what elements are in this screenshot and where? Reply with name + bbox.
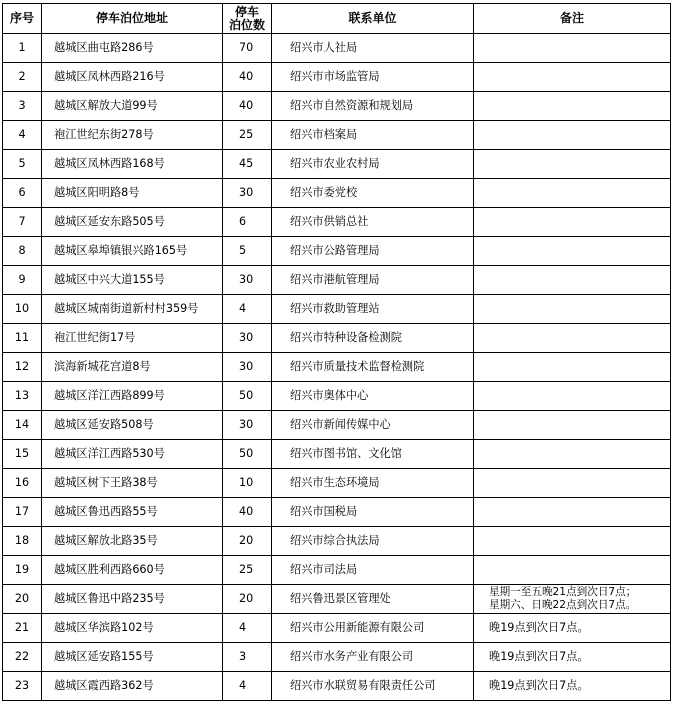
row-number-cell: 12	[3, 353, 42, 382]
parking-count-cell: 6	[223, 208, 272, 237]
note-cell	[474, 34, 671, 63]
contact-unit-cell: 绍兴市农业农村局	[272, 150, 474, 179]
address-cell: 袍江世纪街17号	[42, 324, 223, 353]
row-number-cell: 17	[3, 498, 42, 527]
address-cell: 越城区鲁迅中路235号	[42, 585, 223, 614]
note-line: 星期六、日晚22点到次日7点。	[489, 599, 637, 611]
note-line: 星期一至五晚21点到次日7点；	[489, 586, 637, 598]
contact-unit-cell: 绍兴市档案局	[272, 121, 474, 150]
contact-unit-cell: 绍兴市委党校	[272, 179, 474, 208]
address-cell: 越城区洋江西路530号	[42, 440, 223, 469]
table-row	[3, 121, 671, 150]
row-number-cell: 16	[3, 469, 42, 498]
table-row	[3, 92, 671, 121]
note-cell	[474, 353, 671, 382]
note-cell	[474, 295, 671, 324]
parking-count-cell: 30	[223, 179, 272, 208]
note-cell	[474, 92, 671, 121]
note-cell	[474, 498, 671, 527]
table-row	[3, 324, 671, 353]
row-number-cell: 8	[3, 237, 42, 266]
row-number-cell: 10	[3, 295, 42, 324]
table-row	[3, 266, 671, 295]
parking-count-cell: 30	[223, 353, 272, 382]
note-cell: 晚19点到次日7点。	[474, 614, 671, 643]
row-number-cell: 18	[3, 527, 42, 556]
parking-count-cell: 4	[223, 614, 272, 643]
header-no: 序号	[3, 4, 42, 34]
table-row	[3, 440, 671, 469]
table-body	[3, 34, 671, 701]
note-cell	[474, 237, 671, 266]
contact-unit-cell: 绍兴市图书馆、文化馆	[272, 440, 474, 469]
note-cell	[474, 179, 671, 208]
note-cell	[474, 469, 671, 498]
contact-unit-cell: 绍兴市市场监管局	[272, 63, 474, 92]
note-cell	[474, 527, 671, 556]
row-number-cell: 4	[3, 121, 42, 150]
note-cell	[474, 324, 671, 353]
parking-count-cell: 40	[223, 498, 272, 527]
contact-unit-cell: 绍兴市人社局	[272, 34, 474, 63]
header-count	[223, 4, 272, 34]
table-row	[3, 208, 671, 237]
parking-count-cell: 45	[223, 150, 272, 179]
parking-count-cell: 4	[223, 672, 272, 701]
header-note: 备注	[474, 4, 671, 34]
table-row	[3, 411, 671, 440]
contact-unit-cell: 绍兴鲁迅景区管理处	[272, 585, 474, 614]
address-cell: 越城区树下王路38号	[42, 469, 223, 498]
contact-unit-cell: 绍兴市特种设备检测院	[272, 324, 474, 353]
table-row	[3, 614, 671, 643]
contact-unit-cell: 绍兴市水务产业有限公司	[272, 643, 474, 672]
parking-count-cell: 4	[223, 295, 272, 324]
contact-unit-cell: 绍兴市港航管理局	[272, 266, 474, 295]
note-cell	[474, 208, 671, 237]
contact-unit-cell: 绍兴市公路管理局	[272, 237, 474, 266]
parking-count-cell: 10	[223, 469, 272, 498]
row-number-cell: 14	[3, 411, 42, 440]
address-cell: 越城区阳明路8号	[42, 179, 223, 208]
row-number-cell: 6	[3, 179, 42, 208]
parking-count-cell: 3	[223, 643, 272, 672]
parking-count-cell: 30	[223, 411, 272, 440]
parking-count-cell: 20	[223, 527, 272, 556]
row-number-cell: 23	[3, 672, 42, 701]
note-cell	[474, 411, 671, 440]
contact-unit-cell: 绍兴市自然资源和规划局	[272, 92, 474, 121]
address-cell: 越城区中兴大道155号	[42, 266, 223, 295]
table-row	[3, 672, 671, 701]
address-cell: 越城区凤林西路168号	[42, 150, 223, 179]
note-cell	[474, 150, 671, 179]
parking-count-cell: 40	[223, 63, 272, 92]
address-cell: 越城区延安东路505号	[42, 208, 223, 237]
contact-unit-cell: 绍兴市生态环境局	[272, 469, 474, 498]
note-cell	[474, 382, 671, 411]
header-count-line1: 停车	[234, 4, 259, 19]
contact-unit-cell: 绍兴市供销总社	[272, 208, 474, 237]
address-cell: 越城区延安路155号	[42, 643, 223, 672]
row-number-cell: 1	[3, 34, 42, 63]
parking-count-cell: 30	[223, 266, 272, 295]
contact-unit-cell: 绍兴市水联贸易有限责任公司	[272, 672, 474, 701]
address-cell: 越城区华滨路102号	[42, 614, 223, 643]
table-row	[3, 556, 671, 585]
address-cell: 越城区解放大道99号	[42, 92, 223, 121]
table-row	[3, 643, 671, 672]
row-number-cell: 21	[3, 614, 42, 643]
row-number-cell: 15	[3, 440, 42, 469]
table-row	[3, 63, 671, 92]
table-row	[3, 498, 671, 527]
address-cell: 越城区胜利西路660号	[42, 556, 223, 585]
address-cell: 越城区城南街道新村村359号	[42, 295, 223, 324]
note-cell: 晚19点到次日7点。	[474, 672, 671, 701]
note-cell	[474, 121, 671, 150]
parking-count-cell: 50	[223, 382, 272, 411]
table-row	[3, 353, 671, 382]
parking-table	[2, 3, 671, 701]
note-cell	[474, 585, 671, 614]
table-row	[3, 382, 671, 411]
contact-unit-cell: 绍兴市质量技术监督检测院	[272, 353, 474, 382]
note-cell: 晚19点到次日7点。	[474, 643, 671, 672]
address-cell: 袍江世纪东街278号	[42, 121, 223, 150]
table-row	[3, 237, 671, 266]
table-row	[3, 527, 671, 556]
address-cell: 滨海新城花宫道8号	[42, 353, 223, 382]
table-row	[3, 469, 671, 498]
address-cell: 越城区解放北路35号	[42, 527, 223, 556]
note-cell	[474, 440, 671, 469]
table-row	[3, 295, 671, 324]
address-cell: 越城区凤林西路216号	[42, 63, 223, 92]
row-number-cell: 22	[3, 643, 42, 672]
row-number-cell: 2	[3, 63, 42, 92]
table-header-row	[3, 4, 671, 34]
parking-count-cell: 40	[223, 92, 272, 121]
address-cell: 越城区鲁迅西路55号	[42, 498, 223, 527]
parking-count-cell: 20	[223, 585, 272, 614]
parking-count-cell: 30	[223, 324, 272, 353]
header-count-line2: 泊位数	[228, 17, 265, 32]
contact-unit-cell: 绍兴市奥体中心	[272, 382, 474, 411]
contact-unit-cell: 绍兴市救助管理站	[272, 295, 474, 324]
parking-count-cell: 5	[223, 237, 272, 266]
note-cell	[474, 556, 671, 585]
contact-unit-cell: 绍兴市新闻传媒中心	[272, 411, 474, 440]
row-number-cell: 9	[3, 266, 42, 295]
header-address: 停车泊位地址	[42, 4, 223, 34]
row-number-cell: 13	[3, 382, 42, 411]
address-cell: 越城区霞西路362号	[42, 672, 223, 701]
contact-unit-cell: 绍兴市公用新能源有限公司	[272, 614, 474, 643]
row-number-cell: 19	[3, 556, 42, 585]
table-row	[3, 150, 671, 179]
row-number-cell: 20	[3, 585, 42, 614]
row-number-cell: 3	[3, 92, 42, 121]
parking-count-cell: 25	[223, 121, 272, 150]
contact-unit-cell: 绍兴市司法局	[272, 556, 474, 585]
note-cell	[474, 63, 671, 92]
contact-unit-cell: 绍兴市综合执法局	[272, 527, 474, 556]
table-row	[3, 34, 671, 63]
address-cell: 越城区皋埠镇银兴路165号	[42, 237, 223, 266]
table-row	[3, 179, 671, 208]
table-row	[3, 585, 671, 614]
contact-unit-cell: 绍兴市国税局	[272, 498, 474, 527]
parking-count-cell: 25	[223, 556, 272, 585]
note-cell	[474, 266, 671, 295]
parking-count-cell: 50	[223, 440, 272, 469]
row-number-cell: 5	[3, 150, 42, 179]
row-number-cell: 7	[3, 208, 42, 237]
row-number-cell: 11	[3, 324, 42, 353]
address-cell: 越城区曲屯路286号	[42, 34, 223, 63]
address-cell: 越城区延安路508号	[42, 411, 223, 440]
parking-count-cell: 70	[223, 34, 272, 63]
address-cell: 越城区洋江西路899号	[42, 382, 223, 411]
header-unit: 联系单位	[272, 4, 474, 34]
